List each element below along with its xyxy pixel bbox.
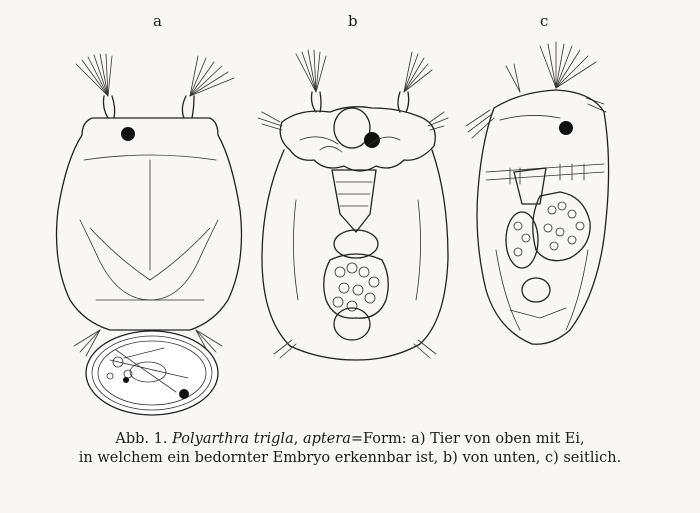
caption-form: aptera [302,431,351,447]
panel-label-c: c [540,12,549,30]
caption-form-suffix: =Form: a) Tier von oben mit Ei, [350,431,585,447]
drawing-a-dorsal-view [57,54,242,415]
caption-line-2: in welchem ein bedornter Embryo erkennbar ist, b) von unten, c) seitlich. [78,450,622,466]
caption-species: Polyarthra trigla [172,431,294,447]
caption-line-1 [0,430,700,449]
caption-separator: , [293,431,303,447]
figure-caption [0,430,700,468]
bristle-tuft-right-b [404,52,432,92]
caption-prefix: Abb. 1. [115,431,173,447]
egg-with-embryo [86,331,218,415]
bristle-tuft-left-b [296,50,326,92]
eye-spot-a [121,127,135,141]
panel-label-a: a [153,12,162,30]
bristle-tuft-right-a [190,56,234,96]
panel-label-b: b [348,12,358,30]
bristle-tuft-c [506,42,596,92]
eye-spot-c [559,121,573,135]
bristle-tuft-left-a [76,54,112,96]
drawing-b-ventral-view [258,50,448,360]
drawing-c-lateral-view [466,42,609,344]
